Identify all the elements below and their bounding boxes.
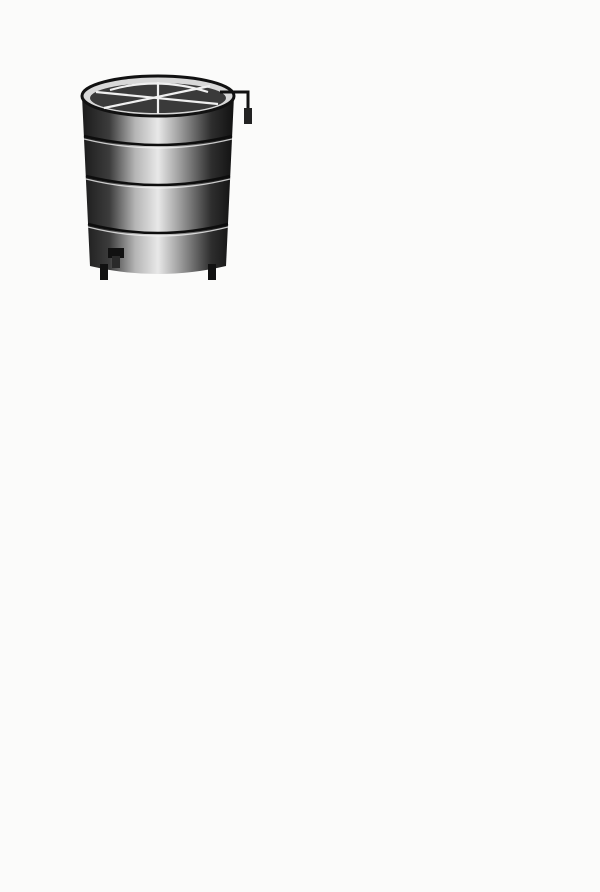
page-content bbox=[60, 38, 556, 348]
honey-extractor-illustration bbox=[60, 56, 256, 284]
figure-and-side-text bbox=[60, 38, 556, 348]
figure-15 bbox=[60, 56, 256, 290]
